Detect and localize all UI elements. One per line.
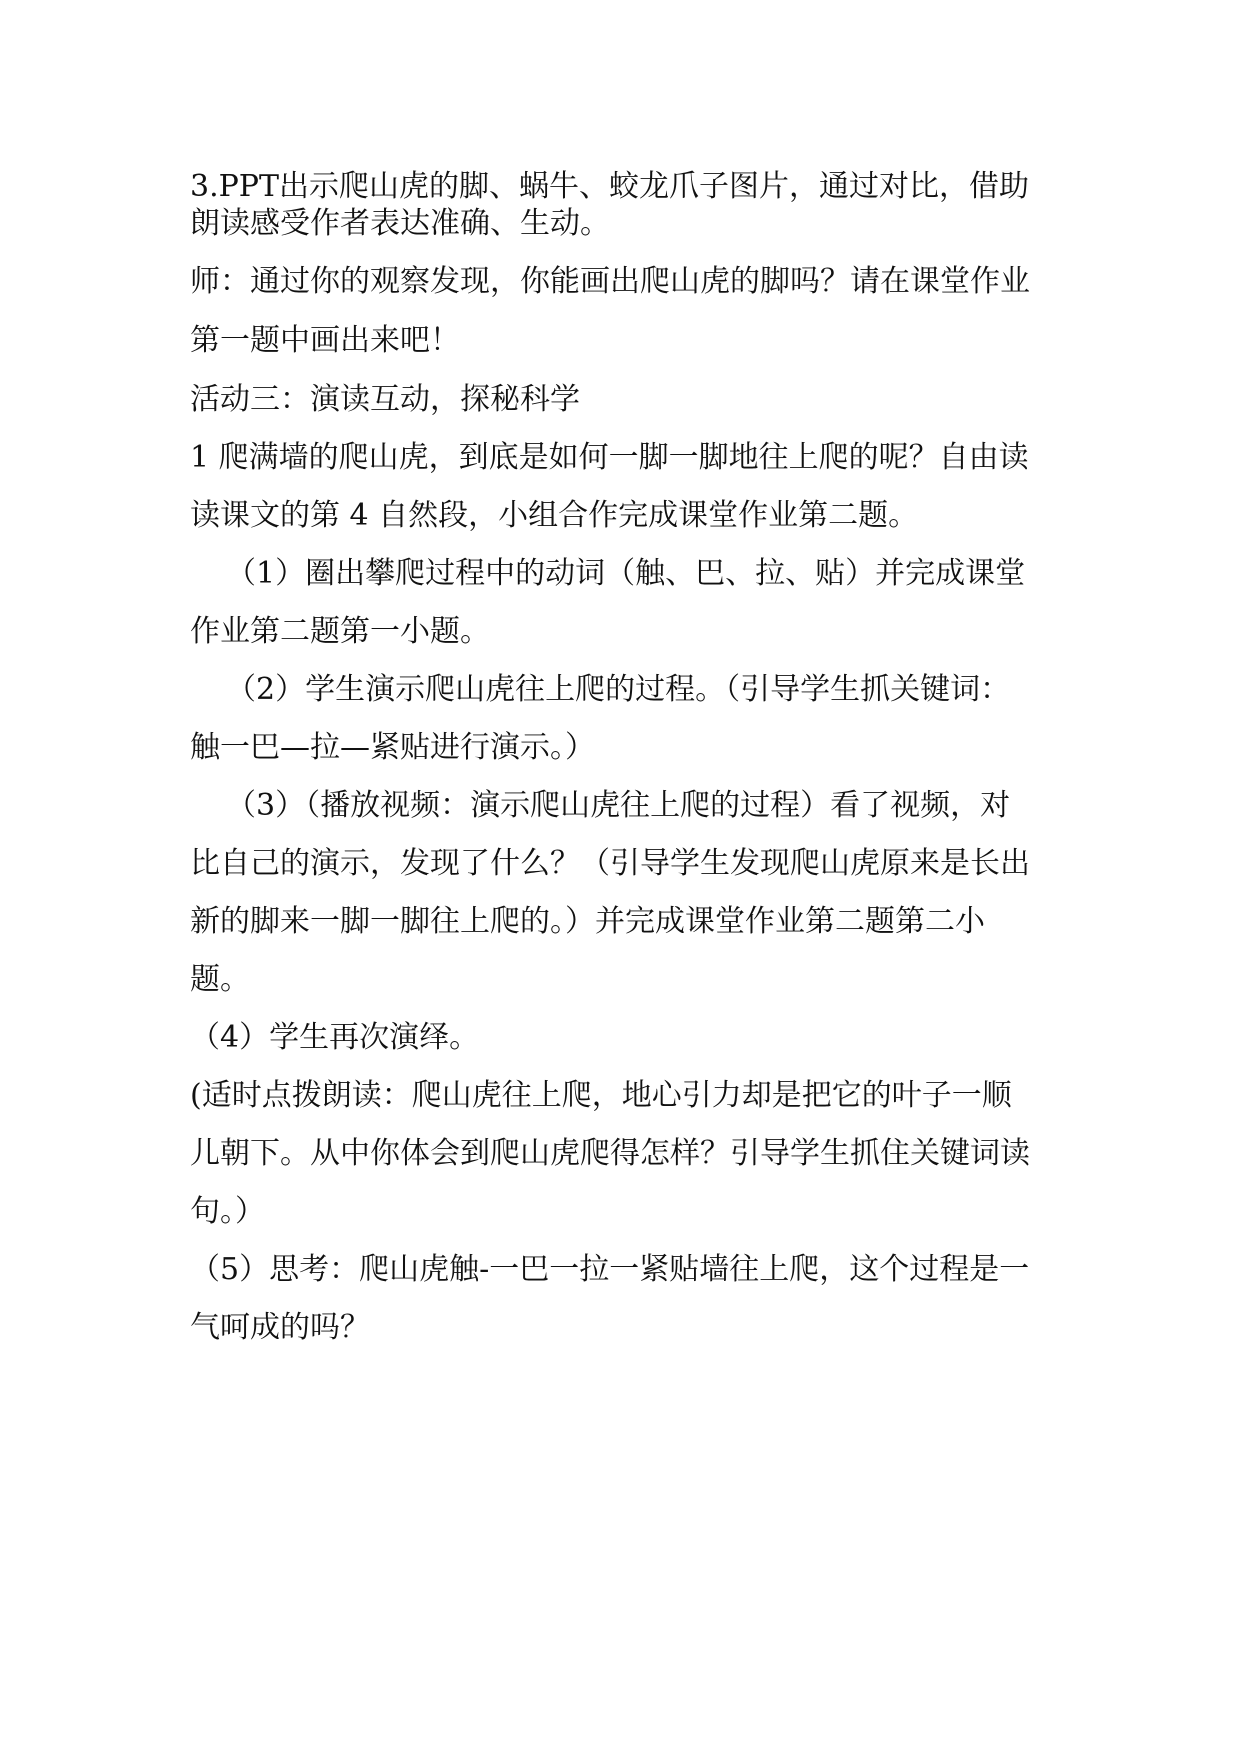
text-line: 读课文的第 4 自然段，小组合作完成课堂作业第二题。 — [190, 498, 919, 533]
text-line: 气呵成的吗？ — [190, 1310, 370, 1345]
text-line: 儿朝下。从中你体会到爬山虎爬得怎样？引导学生抓住关键词读 — [190, 1136, 1030, 1171]
text-line: 新的脚来一脚一脚往上爬的。）并完成课堂作业第二题第二小 — [190, 904, 985, 939]
text-line: （2）学生演示爬山虎往上爬的过程。（引导学生抓关键词： — [226, 672, 1011, 707]
text-line: （1）圈出攀爬过程中的动词（触、巴、拉、贴）并完成课堂 — [226, 556, 1026, 591]
text-line: 触一巴—拉—紧贴进行演示。） — [190, 730, 595, 765]
text-line: 作业第二题第一小题。 — [190, 614, 490, 649]
text-line: 第一题中画出来吧！ — [190, 323, 460, 358]
text-line: 朗读感受作者表达准确、生动。 — [190, 206, 610, 241]
text-line: 师：通过你的观察发现，你能画出爬山虎的脚吗？请在课堂作业 — [190, 264, 1030, 299]
text-line: 句。） — [190, 1194, 265, 1229]
text-line: （4）学生再次演绎。 — [190, 1020, 480, 1055]
text-line: 3.PPT出示爬山虎的脚、蜗牛、蛟龙爪子图片，通过对比，借助 — [190, 169, 1030, 204]
section-heading: 活动三：演读互动，探秘科学 — [190, 382, 580, 417]
text-line: （5）思考：爬山虎触-一巴一拉一紧贴墙往上爬，这个过程是一 — [190, 1252, 1030, 1287]
text-line: (适时点拨朗读：爬山虎往上爬，地心引力却是把它的叶子一顺 — [190, 1078, 1012, 1113]
text-line: 比自己的演示，发现了什么？（引导学生发现爬山虎原来是长出 — [190, 846, 1030, 881]
text-line: （3）（播放视频：演示爬山虎往上爬的过程）看了视频，对 — [226, 788, 1011, 823]
text-line: 1 爬满墙的爬山虎，到底是如何一脚一脚地往上爬的呢？自由读 — [190, 440, 1029, 475]
text-line: 题。 — [190, 962, 250, 997]
